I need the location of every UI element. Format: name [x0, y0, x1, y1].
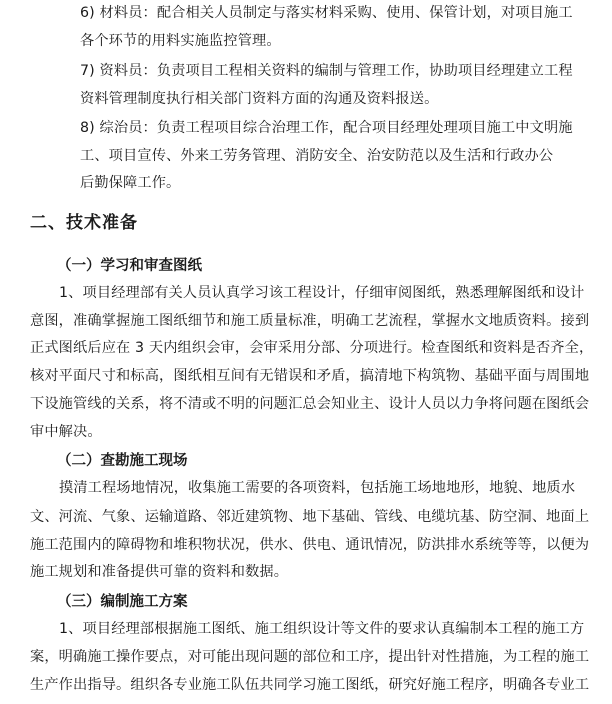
paragraph-line: 案，明确施工操作要点，对可能出现问题的部位和工序，提出针对性措施，为工程的施工 — [30, 649, 590, 665]
subsection-heading-site: （二）查勘施工现场 — [57, 453, 188, 469]
role-item-line: 工、项目宣传、外来工劳务管理、消防安全、治安防范以及生活和行政办公 — [80, 148, 554, 164]
paragraph-line: 意图，准确掌握施工图纸细节和施工质量标准，明确工艺流程，掌握水文地质资料。接到 — [30, 313, 590, 329]
paragraph-line: 1、项目经理部根据施工图纸、施工组织设计等文件的要求认真编制本工程的施工方 — [59, 621, 585, 637]
role-item-line: 8) 综治员：负责工程项目综合治理工作，配合项目经理处理项目施工中文明施 — [80, 120, 573, 136]
subsection-heading-plan: （三）编制施工方案 — [57, 594, 188, 610]
role-item-line: 各个环节的用料实施监控管理。 — [80, 33, 281, 49]
role-item-line: 资料管理制度执行相关部门资料方面的沟通及资料报送。 — [80, 91, 439, 107]
paragraph-line: 1、项目经理部有关人员认真学习该工程设计，仔细审阅图纸，熟悉理解图纸和设计 — [59, 285, 585, 301]
paragraph-line: 生产作出指导。组织各专业施工队伍共同学习施工图纸，研究好施工程序，明确各专业工 — [30, 677, 590, 693]
subsection-heading-drawings: （一）学习和审查图纸 — [57, 258, 202, 274]
paragraph-line: 核对平面尺寸和标高，图纸相互间有无错误和矛盾，搞清地下构筑物、基础平面与周围地 — [30, 368, 590, 384]
paragraph-line: 正式图纸后应在 3 天内组织会审，会审采用分部、分项进行。检查图纸和资料是否齐全， — [30, 340, 594, 356]
role-item-line: 后勤保障工作。 — [80, 175, 181, 191]
role-item-line: 7) 资料员：负责项目工程相关资料的编制与管理工作，协助项目经理建立工程 — [80, 63, 573, 79]
role-item-line: 6) 材料员：配合相关人员制定与落实材料采购、使用、保管计划，对项目施工 — [80, 5, 573, 21]
section-heading: 二、技术准备 — [30, 213, 138, 233]
paragraph-line: 下设施管线的关系，将不清或不明的问题汇总会知业主、设计人员以力争将问题在图纸会 — [30, 396, 590, 412]
paragraph-line: 施工规划和准备提供可靠的资料和数据。 — [30, 564, 289, 580]
paragraph-line: 施工范围内的障碍物和堆积物状况，供水、供电、通讯情况，防洪排水系统等等，以便为 — [30, 537, 590, 553]
paragraph-line: 摸清工程场地情况，收集施工需要的各项资料，包括施工场地地形，地貌、地质水 — [59, 480, 576, 496]
paragraph-line: 文、河流、气象、运输道路、邻近建筑物、地下基础、管线、电缆坑基、防空洞、地面上 — [30, 509, 590, 525]
paragraph-line: 审中解决。 — [30, 424, 102, 440]
